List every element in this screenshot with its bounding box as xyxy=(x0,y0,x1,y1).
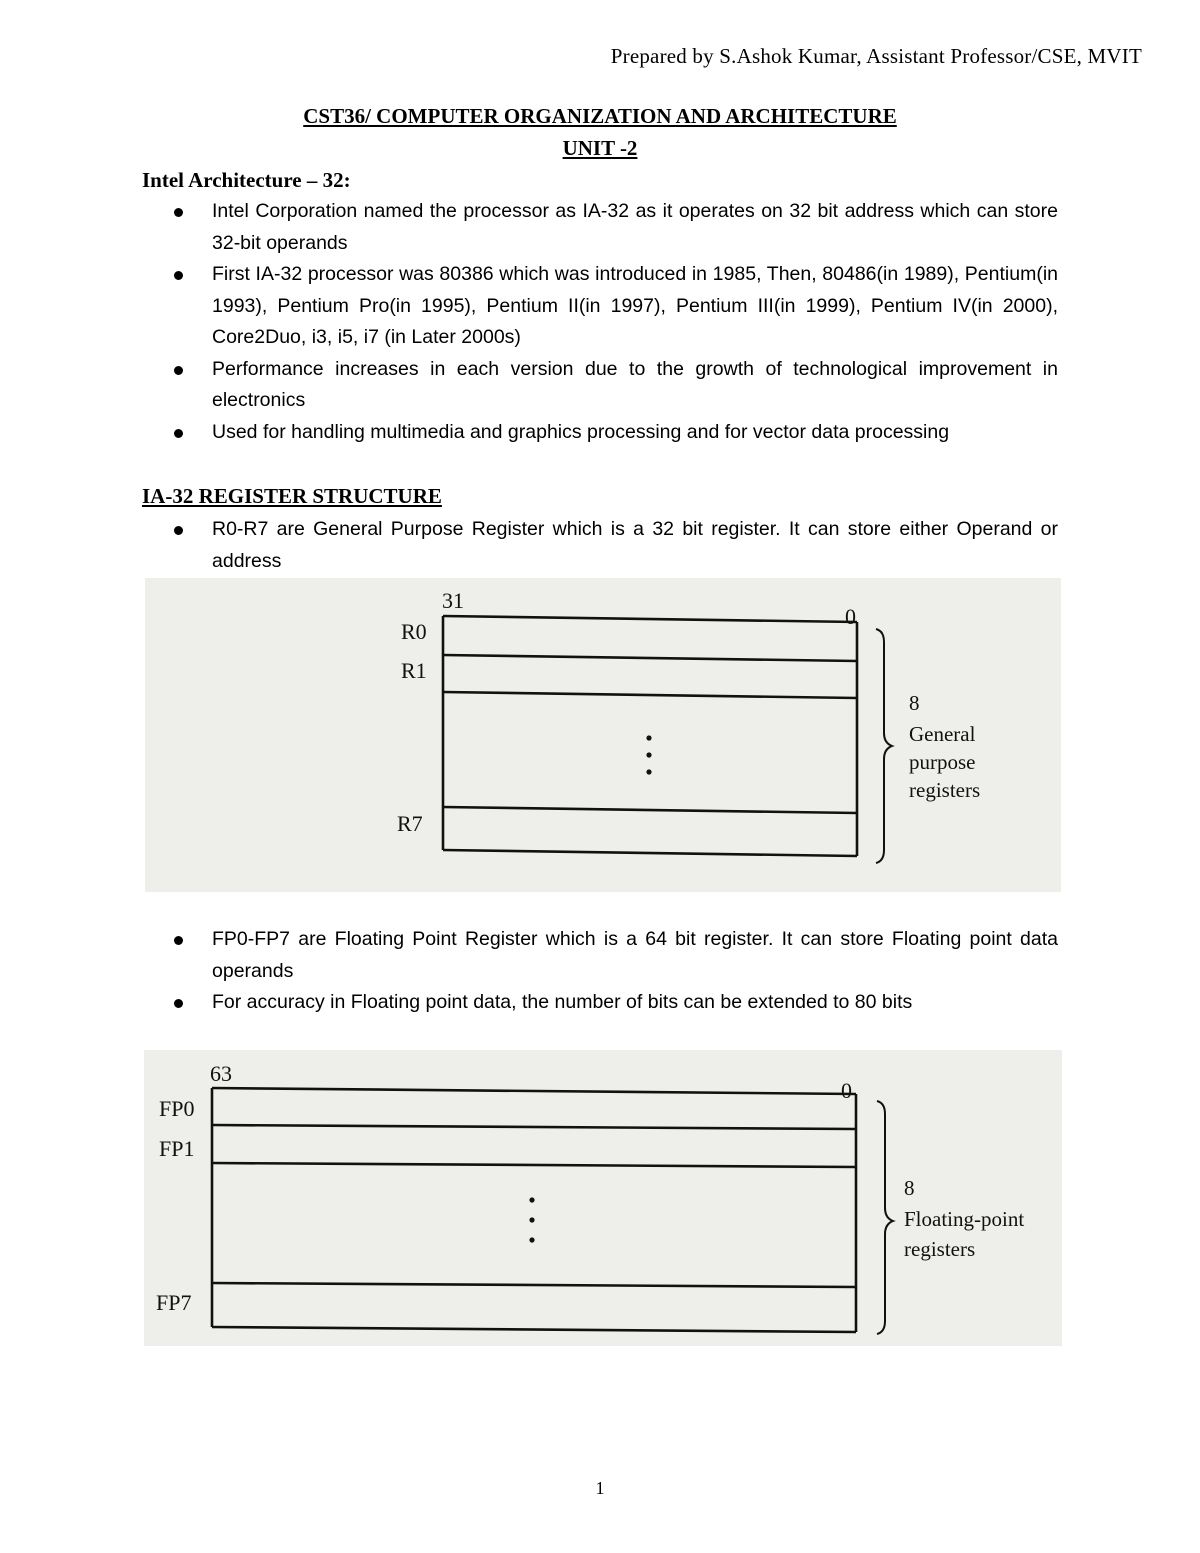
list-item xyxy=(142,354,1058,417)
gpr-brace-line3: registers xyxy=(909,778,981,802)
bullet-icon xyxy=(174,429,183,438)
fpr-label-fp0: FP0 xyxy=(159,1096,195,1121)
gpr-diagram xyxy=(145,578,1061,892)
fpr-label-fp7: FP7 xyxy=(156,1290,192,1315)
fpr-label-fp1: FP1 xyxy=(159,1136,195,1161)
bullet-text: FP0-FP7 are Floating Point Register which is a 64 bit register. It can store Floating point data operands xyxy=(212,928,1058,982)
bullet-icon xyxy=(174,936,183,945)
gpr-brace-icon xyxy=(876,629,892,863)
fpr-brace-icon xyxy=(877,1101,893,1334)
bullet-icon xyxy=(174,271,183,280)
fpr-brace-line2: registers xyxy=(904,1237,976,1261)
gpr-bullets xyxy=(142,514,1058,577)
gpr-brace-line2: purpose xyxy=(909,750,976,774)
bullet-icon xyxy=(174,208,183,217)
list-item xyxy=(142,196,1058,259)
page-number: 1 xyxy=(595,1478,605,1498)
bullet-icon xyxy=(174,999,183,1008)
fpr-ellipsis xyxy=(529,1197,534,1242)
bullet-icon xyxy=(174,526,183,535)
bullet-text: Used for handling multimedia and graphics processing and for vector data processing xyxy=(212,420,950,443)
list-item xyxy=(142,987,1058,1019)
gpr-label-r7: R7 xyxy=(397,811,423,836)
bullet-text: For accuracy in Floating point data, the number of bits can be extended to 80 bits xyxy=(212,991,913,1013)
gpr-high-bit-label: 31 xyxy=(442,588,464,613)
gpr-ellipsis xyxy=(646,735,651,774)
gpr-low-bit-label: 0 xyxy=(845,604,856,629)
gpr-label-r0: R0 xyxy=(401,619,427,644)
header-credit: Prepared by S.Ashok Kumar, Assistant Professor/CSE, MVIT xyxy=(610,44,1142,68)
gpr-brace-line1: General xyxy=(909,722,976,746)
fpr-bullets xyxy=(142,924,1058,1019)
section-heading-intel-architecture: Intel Architecture – 32: xyxy=(142,168,351,192)
list-item xyxy=(142,514,1058,577)
intel-architecture-bullets xyxy=(142,196,1058,448)
fpr-low-bit-label: 0 xyxy=(841,1078,852,1103)
bullet-text: R0-R7 are General Purpose Register which is a 32 bit register. It can store either Operand or address xyxy=(212,518,1058,572)
unit-title: UNIT -2 xyxy=(562,136,638,160)
list-item xyxy=(142,259,1058,354)
course-title: CST36/ COMPUTER ORGANIZATION AND ARCHITECTURE xyxy=(303,104,897,128)
fpr-high-bit-label: 63 xyxy=(210,1061,232,1086)
fpr-diagram xyxy=(144,1050,1062,1346)
bullet-text: Performance increases in each version due to the growth of technological improvement in electronics xyxy=(212,357,1058,411)
bullet-text: Intel Corporation named the processor as IA-32 as it operates on 32 bit address which can store 32-bit operands xyxy=(212,200,1058,254)
list-item xyxy=(142,924,1058,987)
list-item xyxy=(142,417,1058,449)
fpr-brace-line1: Floating-point xyxy=(904,1207,1025,1231)
fpr-brace-count: 8 xyxy=(904,1176,915,1200)
fpr-register-block xyxy=(212,1088,856,1332)
bullet-icon xyxy=(174,366,183,375)
bullet-text: First IA-32 processor was 80386 which was introduced in 1985, Then, 80486(in 1989), Pentium(in 1993), Pentium Pro(in 1995), Pentium II(in 1997), Pentium III(in 1999), Pentium IV(in 2000), Core2Duo, i3, i5, i7 (in Later 2000s) xyxy=(212,263,1058,348)
gpr-label-r1: R1 xyxy=(401,658,427,683)
section-heading-register-structure: IA-32 REGISTER STRUCTURE xyxy=(142,484,442,508)
gpr-brace-count: 8 xyxy=(909,691,920,715)
